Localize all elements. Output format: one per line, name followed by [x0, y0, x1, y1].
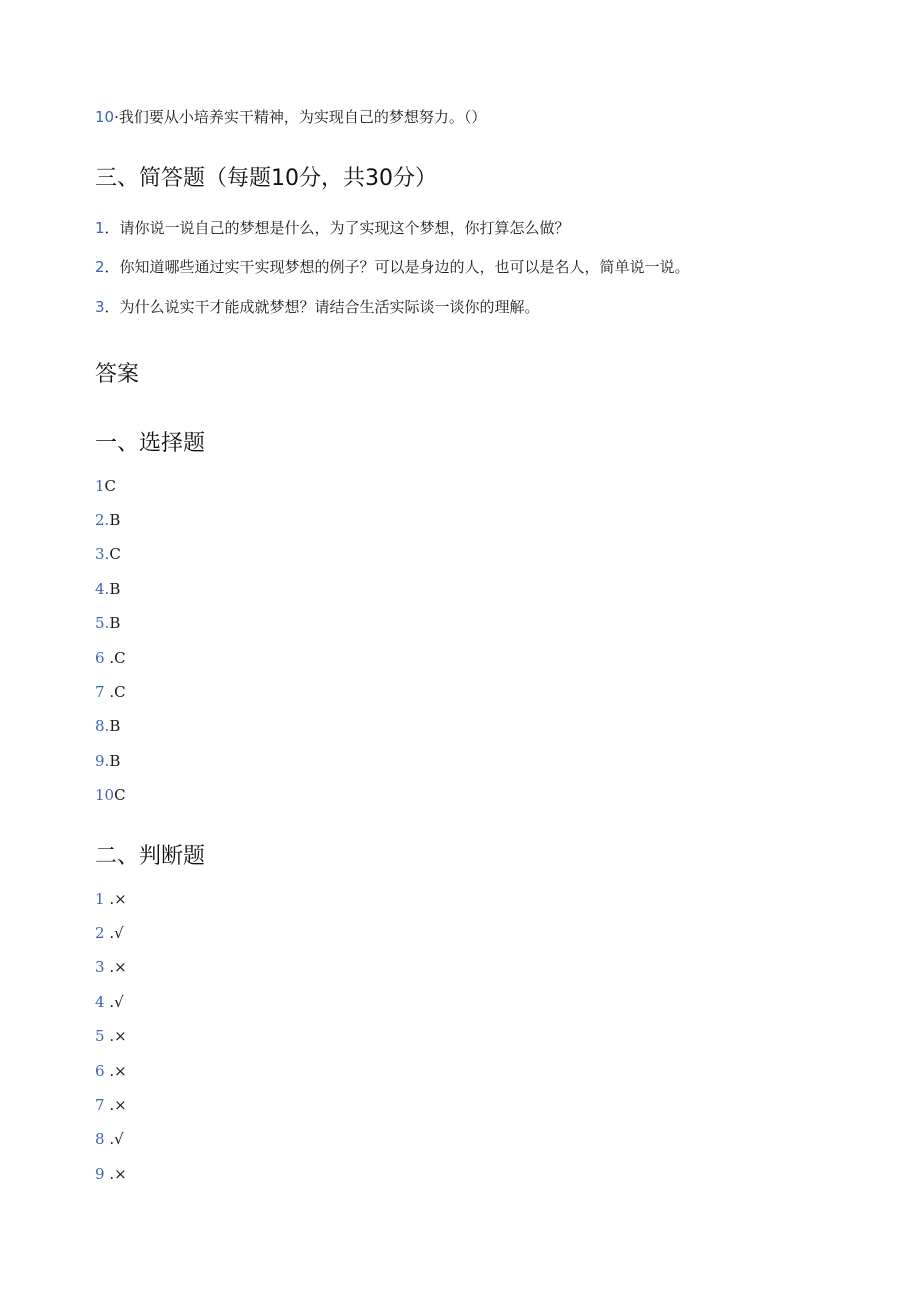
question-text: ·我们要从小培养实干精神，为实现自己的梦想努力。（） [114, 108, 487, 126]
judgment-answer-4 [95, 992, 124, 1012]
answer-value: C [109, 545, 121, 563]
answer-number: 2 [95, 924, 105, 942]
judgment-answer-3 [95, 957, 127, 977]
section-heading-choice-answers: 一、选择题 [95, 431, 206, 456]
answer-value: .√ [104, 993, 124, 1011]
choice-answer-6 [95, 648, 126, 668]
answer-number: 7 [95, 683, 105, 701]
answer-number: 3. [95, 545, 110, 563]
answer-value: .C [104, 683, 126, 701]
question-number: 1 [95, 219, 105, 237]
choice-answer-2 [95, 510, 120, 530]
answer-value: .× [104, 1027, 127, 1045]
answer-number: 6 [95, 649, 105, 667]
answer-value: .√ [104, 924, 124, 942]
answer-value: .× [104, 1096, 127, 1114]
answer-number: 5 [95, 1027, 105, 1045]
answer-value: .× [104, 1062, 127, 1080]
answer-number: 6 [95, 1062, 105, 1080]
choice-answer-10 [95, 785, 126, 805]
judgment-answer-8 [95, 1129, 124, 1149]
answer-number: 1 [95, 890, 105, 908]
judgment-answer-2 [95, 923, 124, 943]
choice-answer-8 [95, 716, 120, 736]
answer-value: B [109, 614, 121, 632]
short-answer-question-2 [95, 257, 690, 277]
question-text: ．你知道哪些通过实干实现梦想的例子？可以是身边的人，也可以是名人，简单说一说。 [104, 258, 690, 276]
answer-number: 8 [95, 1130, 105, 1148]
choice-answer-9 [95, 751, 120, 771]
question-number: 2 [95, 258, 105, 276]
answers-heading: 答案 [95, 362, 140, 387]
answer-number: 3 [95, 958, 105, 976]
answer-number: 2. [95, 511, 110, 529]
answer-value: C [104, 477, 117, 495]
answer-number: 4. [95, 580, 110, 598]
question-number: 10 [95, 108, 115, 126]
answer-number: 5. [95, 614, 110, 632]
choice-answer-1 [95, 476, 116, 496]
choice-answer-4 [95, 579, 120, 599]
answer-value: B [109, 511, 121, 529]
question-number: 3 [95, 298, 105, 316]
question-text: ．请你说一说自己的梦想是什么，为了实现这个梦想，你打算怎么做？ [104, 219, 570, 237]
short-answer-question-1 [95, 218, 570, 238]
answer-number: 4 [95, 993, 105, 1011]
judgment-answer-5 [95, 1026, 127, 1046]
answer-number: 9. [95, 752, 110, 770]
judgment-answer-6 [95, 1061, 127, 1081]
answer-number: 10 [95, 786, 115, 804]
judgment-answer-9 [95, 1164, 127, 1184]
answer-value: B [109, 717, 121, 735]
answer-value: B [109, 752, 121, 770]
section-heading-judgment-answers: 二、判断题 [95, 844, 206, 869]
answer-value: B [109, 580, 121, 598]
judgment-answer-1 [95, 889, 127, 909]
answer-value: .× [104, 958, 127, 976]
judgment-question-10 [95, 107, 486, 127]
short-answer-question-3 [95, 297, 540, 317]
answer-value: .√ [104, 1130, 124, 1148]
answer-value: .C [104, 649, 126, 667]
answer-value: .× [104, 890, 127, 908]
choice-answer-5 [95, 613, 120, 633]
choice-answer-7 [95, 682, 126, 702]
answer-number: 8. [95, 717, 110, 735]
answer-number: 9 [95, 1165, 105, 1183]
answer-value: C [114, 786, 126, 804]
answer-number: 7 [95, 1096, 105, 1114]
choice-answer-3 [95, 544, 121, 564]
judgment-answer-7 [95, 1095, 127, 1115]
section-heading-short-answer: 三、简答题（每题10分，共30分） [95, 166, 437, 191]
question-text: ．为什么说实干才能成就梦想？请结合生活实际谈一谈你的理解。 [104, 298, 540, 316]
answer-number: 1 [95, 477, 105, 495]
answer-value: .× [104, 1165, 127, 1183]
